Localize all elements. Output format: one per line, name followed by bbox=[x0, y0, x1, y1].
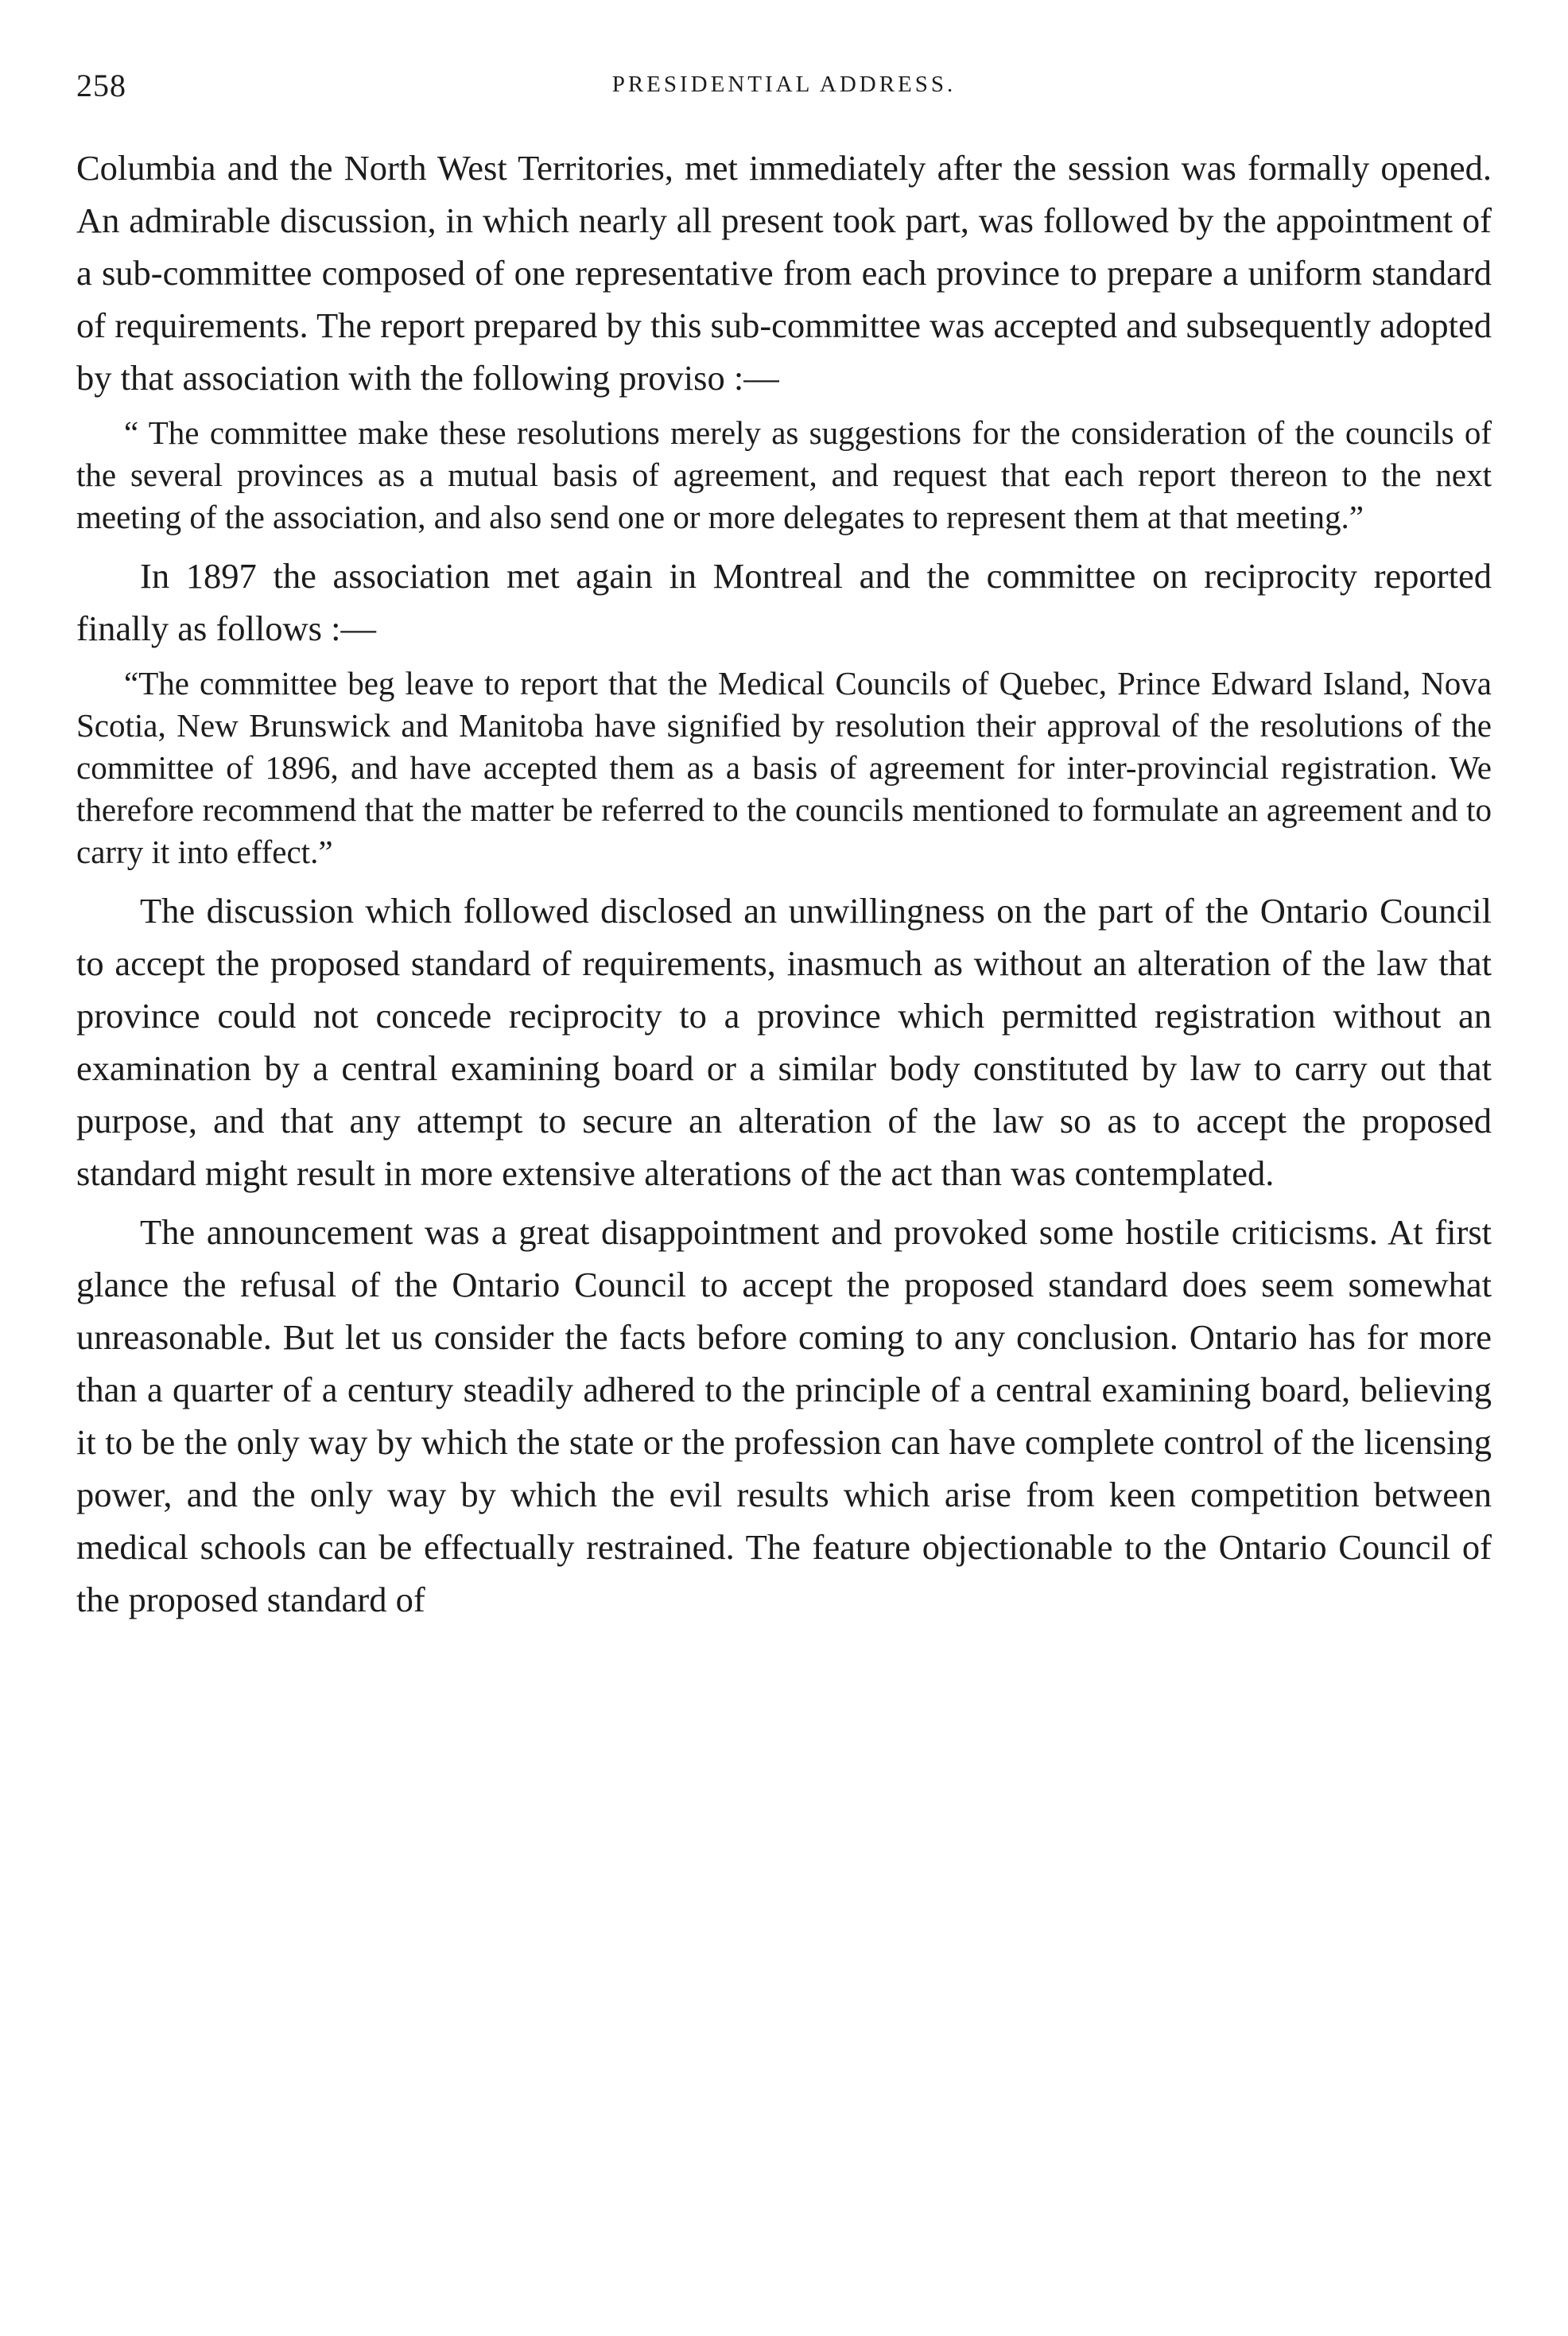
book-page bbox=[76, 67, 1492, 1626]
running-head: PRESIDENTIAL ADDRESS. bbox=[611, 72, 957, 97]
quotation-2: “The committee beg leave to report that the Medical Councils of Quebec, Prince Edward Island, Nova Scotia, New Brunswick and Manitoba have signified by resolution their approval of the resolutions of the committee of 1896, and have accepted them as a basis of agreement for inter-provincial registration. We therefore recommend that the matter be referred to the councils mentioned to formulate an agreement and to carry it into effect.” bbox=[76, 665, 1492, 870]
quotation-1: “ The committee make these resolutions merely as suggestions for the consideration of the councils of the several provinces as a mutual basis of agreement, and request that each report thereon to the next meeting of the association, and also send one or more delegates to represent them at that meeting.” bbox=[76, 414, 1492, 535]
page-number: 258 bbox=[76, 68, 126, 103]
paragraph-4: The announcement was a great disappointment and provoked some hostile criticisms. At first glance the refusal of the Ontario Council to accept the proposed standard does seem somewhat unreasonable. But let us consider the facts before coming to any conclusion. Ontario has for more than a quarter of a century steadily adhered to the principle of a central examining board, believing it to be the only way by which the state or the profession can have complete control of the licensing power, and the only way by which the evil results which arise from keen competition between medical schools can be effectually restrained. The feature objectionable to the Ontario Council of the proposed standard of bbox=[76, 1212, 1492, 1619]
paragraph-2: In 1897 the association met again in Montreal and the committee on reciprocity reported finally as follows :— bbox=[76, 556, 1492, 648]
page-header bbox=[76, 67, 1492, 115]
paragraph-1: Columbia and the North West Territories, met immediately after the session was formally opened. An admirable discussion, in which nearly all present took part, was followed by the appointment of a sub-committee composed of one representative from each province to prepare a uniform standard of requirements. The report prepared by this sub-committee was accepted and subsequently adopted by that association with the following proviso :— bbox=[76, 148, 1492, 398]
paragraph-3: The discussion which followed disclosed an unwillingness on the part of the Ontario Council to accept the proposed standard of requirements, inasmuch as without an alteration of the law that province could not concede reciprocity to a province which permitted registration without an examination by a central examining board or a similar body constituted by law to carry out that purpose, and that any attempt to secure an alteration of the law so as to accept the proposed standard might result in more extensive alterations of the act than was contemplated. bbox=[76, 891, 1492, 1193]
paragraph-gap bbox=[76, 1199, 1492, 1206]
